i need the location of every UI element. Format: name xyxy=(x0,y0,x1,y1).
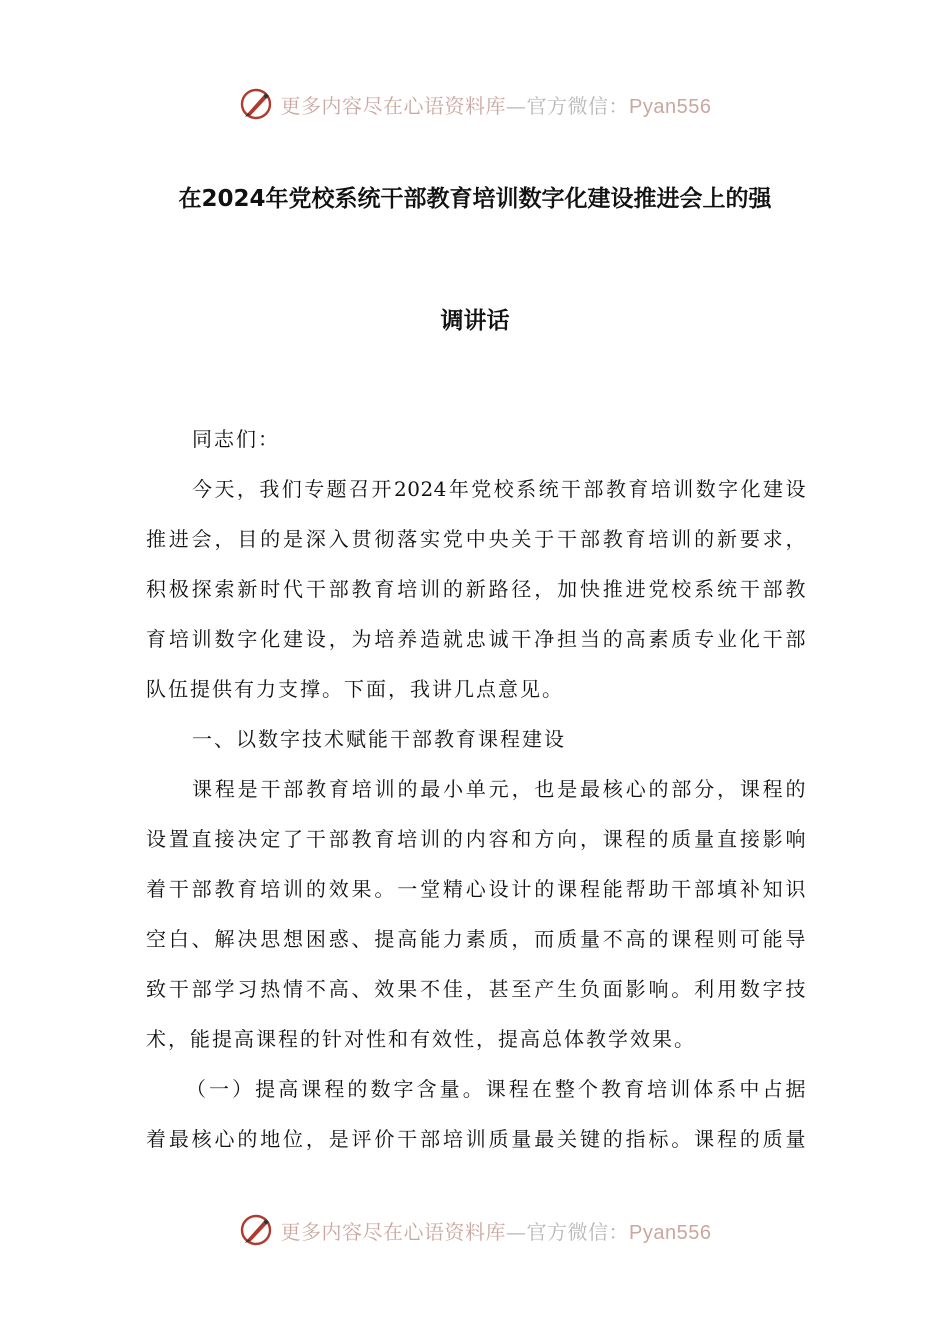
section-heading: 一、以数字技术赋能干部教育课程建设 xyxy=(192,727,566,751)
pen-logo-icon xyxy=(239,87,273,121)
body-line: 队伍提供有力支撑。下面，我讲几点意见。 xyxy=(146,677,564,701)
body-line: 积极探索新时代干部教育培训的新路径，加快推进党校系统干部教 xyxy=(146,577,806,601)
body-line: 空白、解决思想困惑、提高能力素质，而质量不高的课程则可能导 xyxy=(146,927,806,951)
watermark-brand: 更多内容尽在心语资料库 xyxy=(280,1219,507,1244)
body-line: 育培训数字化建设，为培养造就忠诚干净担当的高素质专业化干部 xyxy=(146,627,806,651)
body-line: 着干部教育培训的效果。一堂精心设计的课程能帮助干部填补知识 xyxy=(146,877,806,901)
watermark-separator: — xyxy=(506,1219,527,1244)
body-line: 推进会，目的是深入贯彻落实党中央关于干部教育培训的新要求， xyxy=(146,527,806,551)
document-title-line-1: 在2024年党校系统干部教育培训数字化建设推进会上的强 xyxy=(178,186,772,212)
watermark-text xyxy=(281,90,712,119)
subsection-line: （一）提高课程的数字含量。课程在整个教育培训体系中占据 xyxy=(186,1077,806,1101)
watermark-footer xyxy=(0,1210,950,1250)
body-line: 课程是干部教育培训的最小单元，也是最核心的部分，课程的 xyxy=(192,777,806,801)
body-line: 术，能提高课程的针对性和有效性，提高总体教学效果。 xyxy=(146,1027,696,1051)
watermark-label: 官方微信： xyxy=(526,1219,630,1244)
body-line: 着最核心的地位，是评价干部培训质量最关键的指标。课程的质量 xyxy=(146,1127,806,1151)
watermark-id: Pyan556 xyxy=(629,1221,712,1244)
document-body xyxy=(146,414,806,1164)
salutation: 同志们： xyxy=(192,427,280,451)
document-title-line-2: 调讲话 xyxy=(440,308,510,334)
watermark-header xyxy=(0,84,950,124)
watermark-text xyxy=(281,1216,712,1245)
watermark-id: Pyan556 xyxy=(629,95,712,118)
body-line: 设置直接决定了干部教育培训的内容和方向，课程的质量直接影响 xyxy=(146,827,806,851)
watermark-label: 官方微信： xyxy=(526,93,630,118)
body-line: 今天，我们专题召开2024年党校系统干部教育培训数字化建设 xyxy=(192,477,806,501)
watermark-brand: 更多内容尽在心语资料库 xyxy=(280,93,507,118)
watermark-separator: — xyxy=(506,93,527,118)
pen-logo-icon xyxy=(239,1213,273,1247)
body-line: 致干部学习热情不高、效果不佳，甚至产生负面影响。利用数字技 xyxy=(146,977,806,1001)
